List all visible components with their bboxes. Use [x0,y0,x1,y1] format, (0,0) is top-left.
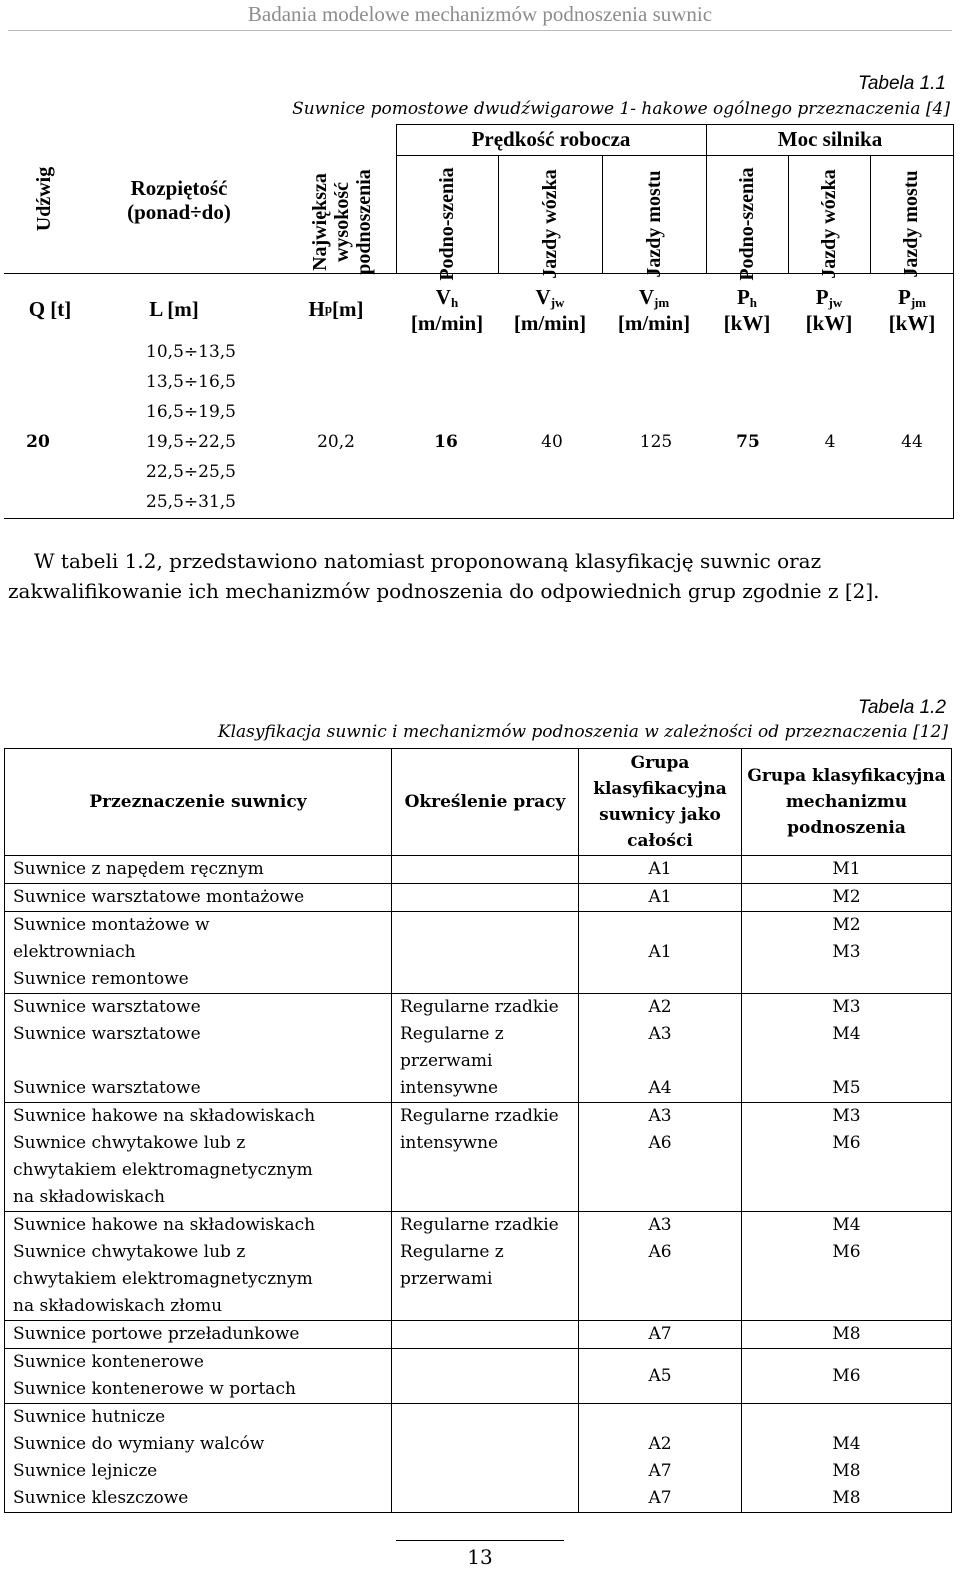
table-1 [4,0,956,520]
cell-line: M8 [832,1488,861,1508]
pjw-value: 4 [824,432,836,452]
table-2-number: Tabela 1.2 [857,697,946,718]
span-value: 13,5÷16,5 [146,372,236,392]
crane-group-cell [579,912,742,994]
cell-line [587,1048,733,1075]
cell-line: Regularne z [400,1242,504,1262]
cell-line: A1 [648,887,672,907]
cell-line: na składowiskach [13,1187,165,1207]
cell-line: M6 [832,1133,861,1153]
header-udzwig: Udźwig [33,166,55,232]
cell-line: M5 [832,1078,861,1098]
header-jazdy-wozka-v: Jazdy wózka [539,169,561,279]
cell-line: chwytakiem elektromagnetycznym [13,1269,313,1289]
ph-value: 75 [736,432,760,452]
pjm-value: 44 [901,432,923,452]
cell-line: Regularne rzadkie [400,1215,559,1235]
crane-group-cell [579,1103,742,1212]
header-moc-silnika: Moc silnika [777,127,883,152]
cell-line: M2 [832,915,861,935]
cell-line: A6 [648,1133,672,1153]
mechanism-group-cell [742,884,952,912]
cell-line: M4 [832,1215,861,1235]
purpose-cell [5,1212,392,1321]
cell-line: A7 [648,1324,672,1344]
crane-group-cell [579,1212,742,1321]
work-type-cell [392,884,579,912]
cell-line: intensywne [400,1133,499,1153]
cell-line: A2 [648,997,672,1017]
table-row [5,1103,952,1212]
cell-line: Suwnice remontowe [13,969,189,989]
purpose-cell [5,1321,392,1349]
work-type-cell [392,1321,579,1349]
purpose-cell [5,1404,392,1513]
cell-line: M3 [832,997,861,1017]
table-2 [4,748,956,1513]
cell-line [750,1048,943,1075]
unit-h: H p [m] [308,296,364,321]
cell-line: Regularne z [400,1024,504,1044]
crane-group-cell [579,884,742,912]
cell-line: A3 [648,1024,672,1044]
cell-line: Suwnice chwytakowe lub z [13,1242,246,1262]
table-row [5,1349,952,1404]
cell-line: M3 [832,942,861,962]
work-type-cell [392,1103,579,1212]
running-head: Badania modelowe mechanizmów podnoszenia suwnic [247,2,713,26]
purpose-cell [5,994,392,1103]
table-row [5,1212,952,1321]
crane-group-cell [579,994,742,1103]
page-number: 13 [467,1545,493,1569]
q-value: 20 [26,432,50,452]
cell-line [750,1404,943,1431]
work-type-cell [392,994,579,1103]
cell-line: M4 [832,1434,861,1454]
cell-line: M3 [832,1106,861,1126]
h-value: 20,2 [317,432,355,452]
purpose-cell [5,1349,392,1404]
table-row [5,1404,952,1513]
cell-line: przerwami [400,1051,493,1071]
cell-line: Suwnice chwytakowe lub z [13,1133,246,1153]
cell-line: Suwnice kleszczowe [13,1488,189,1508]
cell-line: Suwnice portowe przeładunkowe [13,1324,300,1344]
crane-group-cell [579,1404,742,1513]
unit-pjw: $P_{jw}$ [kW] [805,284,853,335]
cell-line: Suwnice do wymiany walców [13,1434,265,1454]
span-value: 10,5÷13,5 [146,342,236,362]
work-type-cell [392,856,579,884]
purpose-cell [5,912,392,994]
cell-line: przerwami [400,1269,493,1289]
cell-line: A3 [648,1215,672,1235]
table-row [5,994,952,1103]
cell-line: Suwnice lejnicze [13,1461,158,1481]
cell-line: A1 [648,942,672,962]
work-type-cell [392,1349,579,1404]
cell-line: A2 [648,1434,672,1454]
work-type-cell [392,1212,579,1321]
cell-line: Suwnice hakowe na składowiskach [13,1106,316,1126]
span-value: 22,5÷25,5 [146,462,236,482]
header-podnoszenia-p: Podno-szenia [736,167,758,281]
crane-group-cell [579,1349,742,1404]
cell-line: Suwnice warsztatowe [13,997,201,1017]
mechanism-group-cell [742,856,952,884]
table-row [5,856,952,884]
mechanism-group-cell [742,1349,952,1404]
table-row [5,1321,952,1349]
cell-line: A4 [648,1078,672,1098]
cell-line: M2 [832,887,861,907]
cell-line: M8 [832,1461,861,1481]
cell-line [13,1048,383,1075]
cell-line: Suwnice montażowe w [13,915,210,935]
cell-line: A7 [648,1488,672,1508]
unit-l: L [m] [149,296,199,321]
cell-line: A5 [648,1365,672,1386]
header-podnoszenia-v: Podno-szenia [436,167,458,281]
header-przeznaczenie: Przeznaczenie suwnicy [5,749,392,856]
purpose-cell [5,856,392,884]
cell-line: Suwnice hutnicze [13,1407,166,1427]
cell-line: Suwnice warsztatowe [13,1078,201,1098]
cell-line: M4 [832,1024,861,1044]
header-jazdy-mostu-v: Jazdy mostu [643,170,665,278]
header-okreslenie: Określenie pracy [392,749,579,856]
cell-line: Regularne rzadkie [400,997,559,1017]
unit-vh: $V_h$ [m/min] [410,284,484,335]
table-1-caption: Suwnice pomostowe dwudźwigarowe 1- hakowe ogólnego przeznaczenia [4] [292,99,950,119]
unit-pjm: $P_{jm}$ [kW] [888,284,936,335]
cell-line: elektrowniach [13,942,136,962]
span-value: 25,5÷31,5 [146,492,236,512]
header-rozpietosc: Rozpiętość (ponad÷do) [127,175,231,224]
header-predkosc-robocza: Prędkość robocza [471,127,631,152]
header-grupa-suwnicy: Grupa klasyfikacyjna suwnicy jako całości [579,749,742,856]
cell-line: na składowiskach złomu [13,1296,223,1316]
cell-line: M6 [832,1365,861,1386]
cell-line: A7 [648,1461,672,1481]
header-grupa-mechanizmu: Grupa klasyfikacyjna mechanizmu podnoszenia [742,749,952,856]
cell-line: intensywne [400,1078,499,1098]
vjw-value: 40 [541,432,563,452]
vjm-value: 125 [639,432,673,452]
cell-line: M8 [832,1324,861,1344]
cell-line: Suwnice hakowe na składowiskach [13,1215,316,1235]
cell-line: Suwnice warsztatowe montażowe [13,887,305,907]
mechanism-group-cell [742,1321,952,1349]
span-value: 16,5÷19,5 [146,402,236,422]
header-jazdy-wozka-p: Jazdy wózka [818,169,840,279]
cell-line: Suwnice kontenerowe w portach [13,1379,296,1399]
cell-line: Suwnice kontenerowe [13,1352,204,1372]
body-paragraph: W tabeli 1.2, przedstawiono natomiast proponowaną klasyfikację suwnic oraz zakwalifikowanie ich mechanizmów podnoszenia do odpowiednich grup zgodnie z [2]. [8,549,880,603]
mechanism-group-cell [742,994,952,1103]
cell-line: A3 [648,1106,672,1126]
table-header-row [5,749,952,856]
unit-vjw: $V_{jw}$ [m/min] [513,284,587,335]
header-jazdy-mostu-p: Jazdy mostu [900,170,922,278]
work-type-cell [392,1404,579,1513]
mechanism-group-cell [742,912,952,994]
crane-group-cell [579,856,742,884]
purpose-cell [5,1103,392,1212]
cell-line: chwytakiem elektromagnetycznym [13,1160,313,1180]
mechanism-group-cell [742,1103,952,1212]
unit-ph: $P_h$ [kW] [723,284,771,335]
cell-line: Suwnice z napędem ręcznym [13,859,264,879]
cell-line: Regularne rzadkie [400,1106,559,1126]
cell-line: Suwnice warsztatowe [13,1024,201,1044]
unit-q: Q [t] [28,296,72,321]
span-value: 19,5÷22,5 [146,432,236,452]
cell-line: A6 [648,1242,672,1262]
cell-line: A1 [648,859,672,879]
purpose-cell [5,884,392,912]
table-row [5,884,952,912]
cell-line [587,1404,733,1431]
table-row [5,912,952,994]
work-type-cell [392,912,579,994]
mechanism-group-cell [742,1212,952,1321]
cell-line: M1 [832,859,861,879]
table-1-number: Tabela 1.1 [857,73,946,94]
crane-group-cell [579,1321,742,1349]
header-wysokosc: Największa wysokość podnoszenia [309,169,375,275]
footer-rule [396,1540,564,1541]
vh-value: 16 [434,432,458,452]
mechanism-group-cell [742,1404,952,1513]
table-2-caption: Klasyfikacja suwnic i mechanizmów podnoszenia w zależności od przeznaczenia [12] [217,722,948,742]
cell-line: M6 [832,1242,861,1262]
unit-vjm: $V_{jm}$ [m/min] [617,284,691,335]
